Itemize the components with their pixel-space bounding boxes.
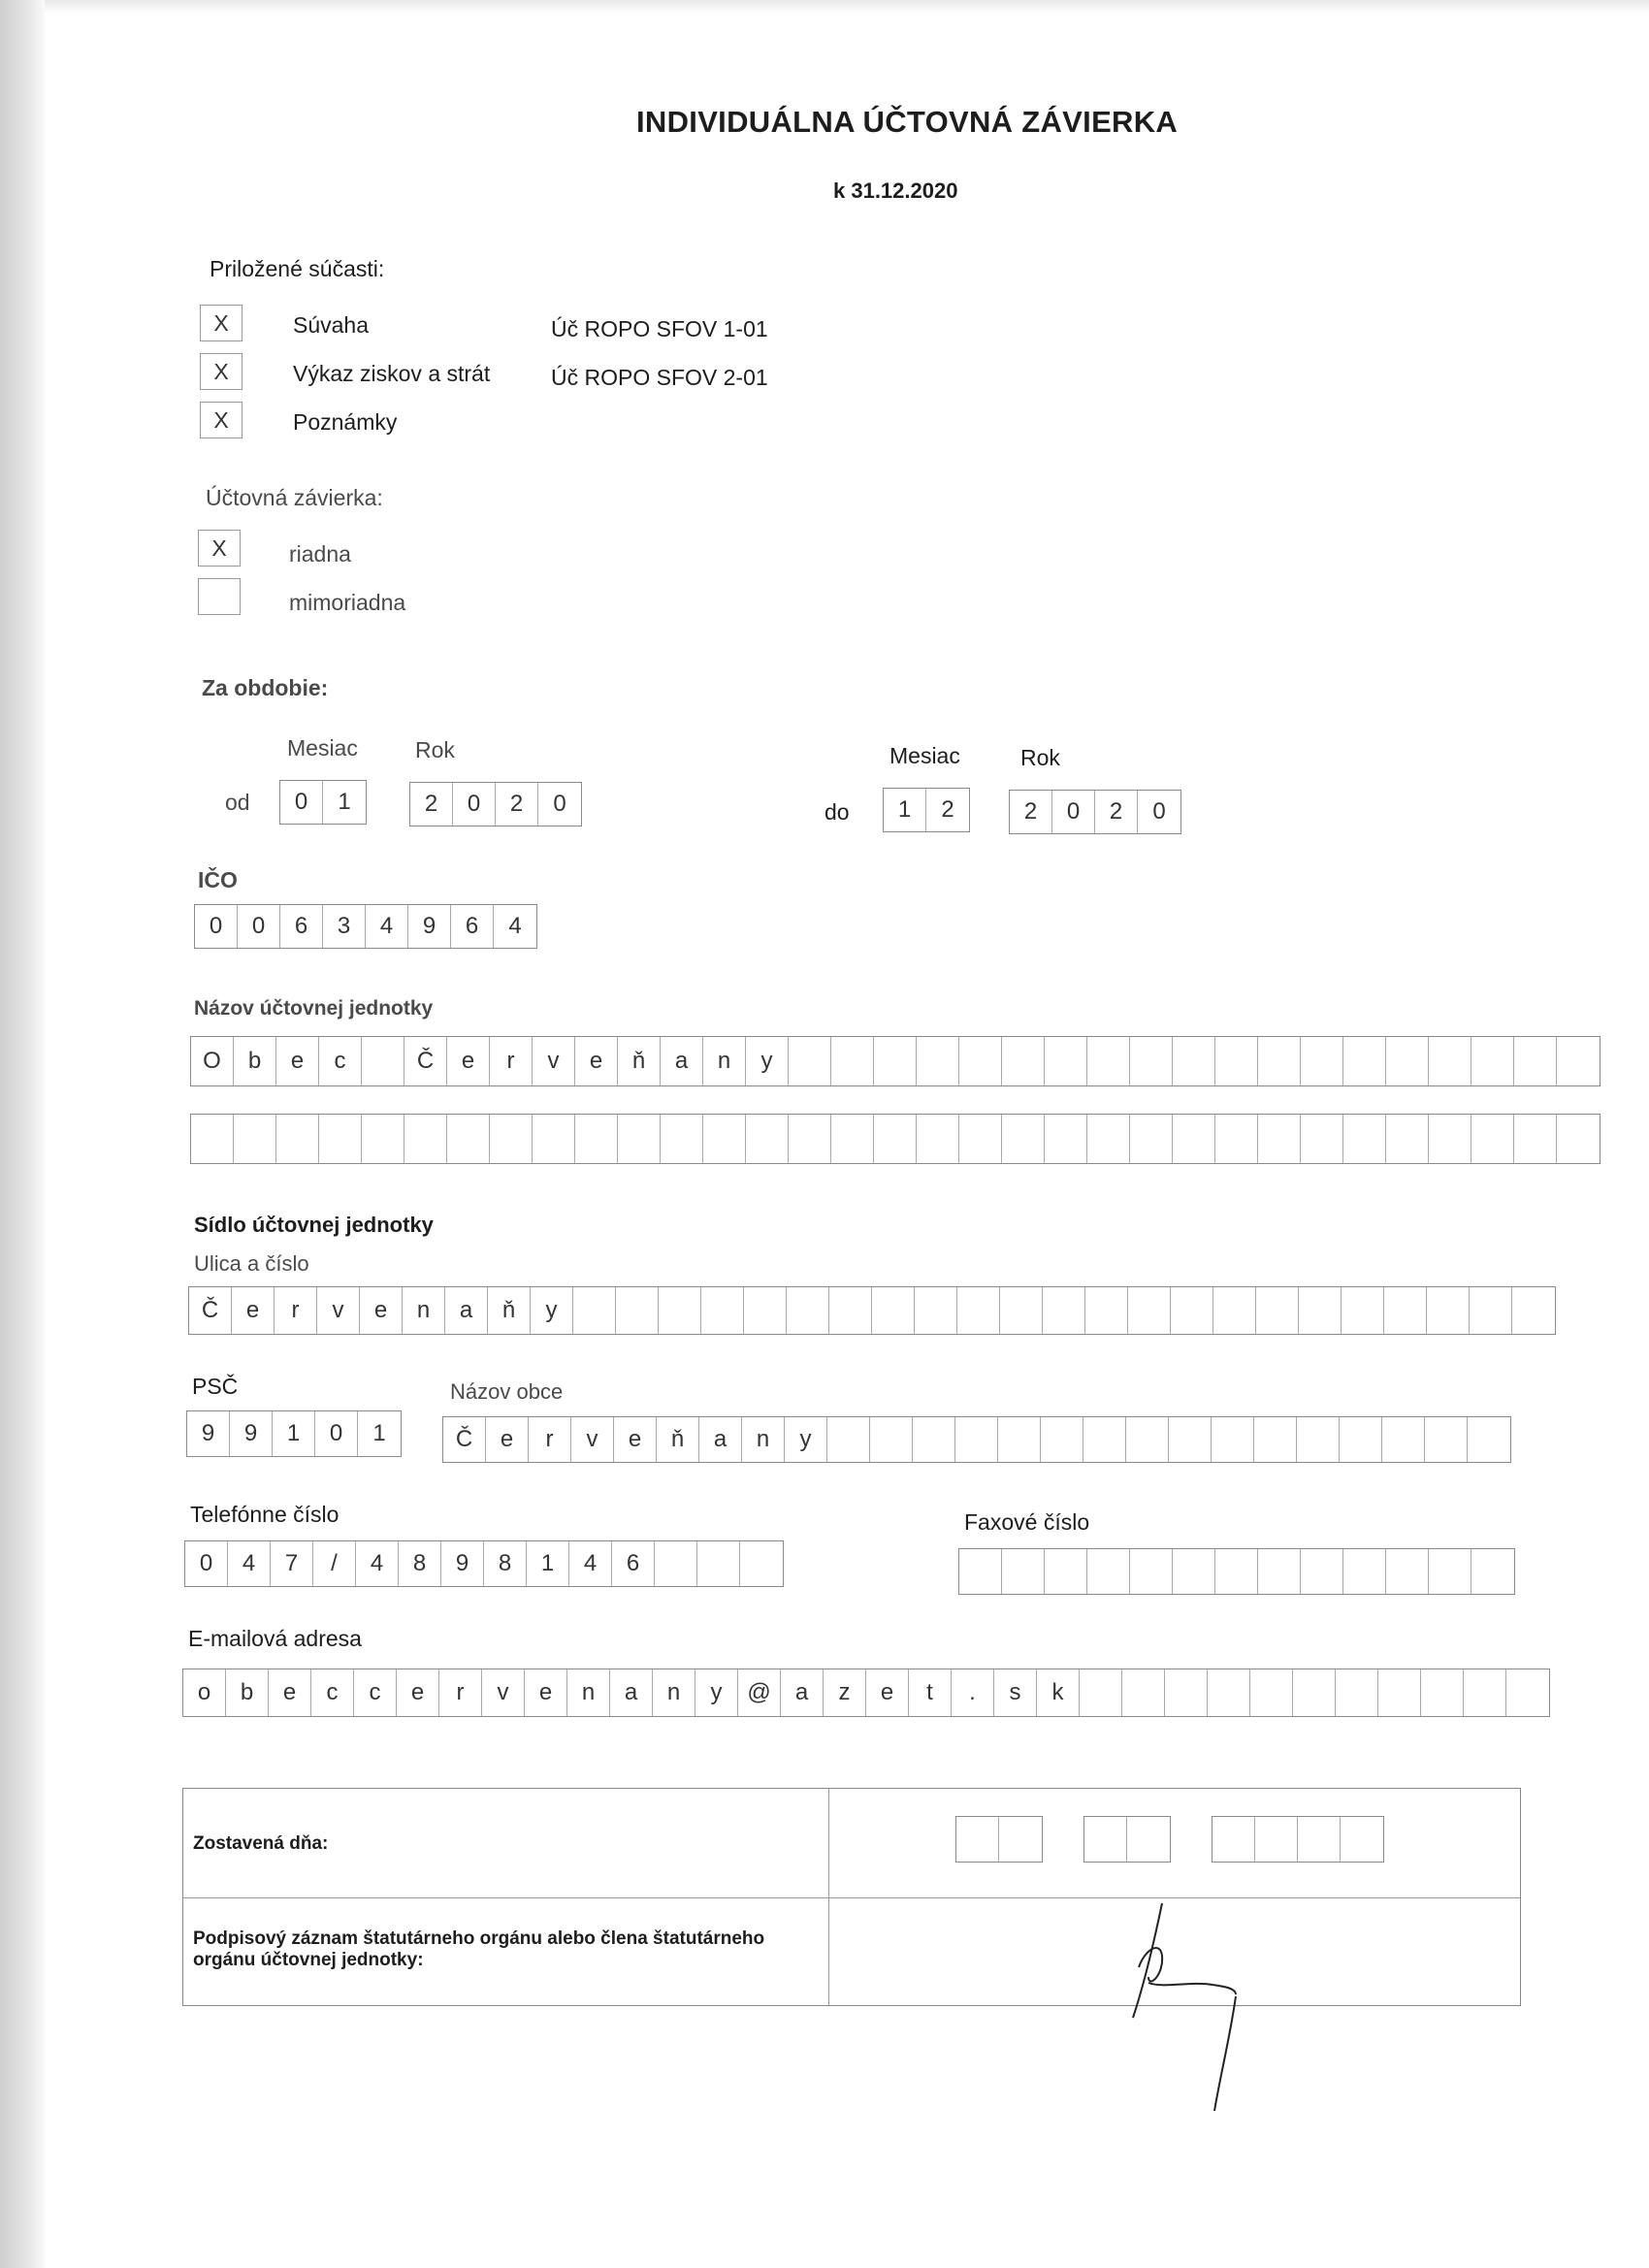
char-cell: e xyxy=(575,1037,618,1085)
phone-label: Telefónne číslo xyxy=(190,1502,340,1527)
from-month-label: Mesiac xyxy=(287,735,358,761)
char-cell: 6 xyxy=(612,1541,655,1586)
to-month-label: Mesiac xyxy=(889,743,960,768)
char-cell xyxy=(1297,1417,1340,1462)
char-cell xyxy=(872,1287,915,1334)
char-cell: n xyxy=(653,1669,695,1716)
char-cell: v xyxy=(317,1287,360,1334)
char-cell: n xyxy=(403,1287,445,1334)
ico-field[interactable] xyxy=(194,904,537,949)
char-cell xyxy=(1122,1669,1165,1716)
char-cell xyxy=(1254,1417,1297,1462)
from-year-field[interactable] xyxy=(409,782,582,826)
fax-label: Faxové číslo xyxy=(964,1509,1090,1535)
char-cell xyxy=(955,1417,998,1462)
char-cell: e xyxy=(269,1669,311,1716)
entity-name-label: Názov účtovnej jednotky xyxy=(194,997,434,1020)
label-vykaz: Výkaz ziskov a strát xyxy=(293,361,491,386)
char-cell xyxy=(789,1037,831,1085)
char-cell xyxy=(1173,1037,1215,1085)
label-poznamky: Poznámky xyxy=(293,409,398,435)
char-cell xyxy=(1169,1417,1212,1462)
char-cell xyxy=(917,1037,959,1085)
compiled-day-field[interactable] xyxy=(955,1816,1043,1863)
char-cell xyxy=(1212,1817,1255,1862)
char-cell xyxy=(827,1417,870,1462)
char-cell xyxy=(874,1115,917,1163)
char-cell xyxy=(1514,1115,1557,1163)
char-cell: z xyxy=(824,1669,866,1716)
char-cell xyxy=(1429,1115,1471,1163)
char-cell: v xyxy=(533,1037,575,1085)
char-cell xyxy=(1514,1037,1557,1085)
char-cell xyxy=(1336,1669,1378,1716)
label-suvaha: Súvaha xyxy=(293,312,370,338)
char-cell xyxy=(1341,1817,1383,1862)
char-cell: 9 xyxy=(441,1541,484,1586)
char-cell xyxy=(831,1037,874,1085)
char-cell xyxy=(1471,1037,1514,1085)
char-cell: 2 xyxy=(1095,791,1138,833)
table-divider xyxy=(828,1789,829,2005)
char-cell xyxy=(1087,1115,1130,1163)
char-cell: / xyxy=(313,1541,356,1586)
char-cell: 0 xyxy=(238,905,280,948)
document-title: INDIVIDUÁLNA ÚČTOVNÁ ZÁVIERKA xyxy=(636,105,1179,139)
char-cell: v xyxy=(482,1669,525,1716)
char-cell xyxy=(1256,1287,1299,1334)
char-cell xyxy=(1208,1669,1250,1716)
char-cell xyxy=(917,1115,959,1163)
char-cell xyxy=(1130,1549,1173,1594)
char-cell: 9 xyxy=(187,1411,230,1456)
char-cell: e xyxy=(614,1417,657,1462)
char-cell xyxy=(655,1541,697,1586)
char-cell: y xyxy=(785,1417,827,1462)
char-cell: a xyxy=(699,1417,742,1462)
char-cell xyxy=(701,1287,744,1334)
char-cell: 0 xyxy=(195,905,238,948)
char-cell: 1 xyxy=(273,1411,315,1456)
char-cell xyxy=(1258,1115,1301,1163)
char-cell: ň xyxy=(488,1287,531,1334)
char-cell: e xyxy=(447,1037,490,1085)
char-cell xyxy=(1557,1115,1600,1163)
street-field[interactable] xyxy=(188,1286,1556,1335)
char-cell xyxy=(1173,1115,1215,1163)
char-cell xyxy=(276,1115,319,1163)
char-cell: a xyxy=(781,1669,824,1716)
code-vykaz: Úč ROPO SFOV 2-01 xyxy=(551,365,768,390)
attached-parts-heading: Priložené súčasti: xyxy=(210,256,385,281)
char-cell: 0 xyxy=(280,781,323,824)
char-cell: n xyxy=(703,1037,746,1085)
period-heading: Za obdobie: xyxy=(202,675,329,700)
char-cell: 3 xyxy=(323,905,366,948)
char-cell xyxy=(319,1115,362,1163)
char-cell: b xyxy=(234,1037,276,1085)
char-cell xyxy=(573,1287,616,1334)
char-cell xyxy=(1127,1817,1170,1862)
char-cell xyxy=(404,1115,447,1163)
char-cell xyxy=(1083,1417,1126,1462)
char-cell: y xyxy=(695,1669,738,1716)
char-cell xyxy=(661,1115,703,1163)
char-cell xyxy=(1429,1549,1471,1594)
char-cell: c xyxy=(319,1037,362,1085)
char-cell: 0 xyxy=(185,1541,228,1586)
char-cell: a xyxy=(610,1669,653,1716)
signature-table xyxy=(182,1788,1521,2006)
checkbox-riadna[interactable]: X xyxy=(198,530,241,567)
char-cell: 0 xyxy=(315,1411,358,1456)
phone-field[interactable] xyxy=(184,1540,784,1587)
char-cell xyxy=(1130,1037,1173,1085)
char-cell xyxy=(1340,1417,1382,1462)
char-cell xyxy=(1045,1037,1087,1085)
char-cell xyxy=(697,1541,740,1586)
compiled-year-field[interactable] xyxy=(1212,1816,1384,1863)
from-month-field[interactable] xyxy=(279,780,367,825)
psc-label: PSČ xyxy=(192,1374,239,1399)
checkbox-vykaz[interactable]: X xyxy=(200,353,242,390)
char-cell xyxy=(1250,1669,1293,1716)
char-cell xyxy=(959,1115,1002,1163)
char-cell xyxy=(1255,1817,1298,1862)
char-cell xyxy=(1041,1417,1083,1462)
char-cell xyxy=(1429,1037,1471,1085)
char-cell: @ xyxy=(738,1669,781,1716)
char-cell xyxy=(1342,1287,1384,1334)
char-cell: e xyxy=(276,1037,319,1085)
char-cell: 7 xyxy=(271,1541,313,1586)
city-field[interactable] xyxy=(442,1416,1511,1463)
char-cell: 0 xyxy=(453,783,496,826)
char-cell xyxy=(1000,1287,1043,1334)
char-cell: 6 xyxy=(280,905,323,948)
label-riadna: riadna xyxy=(289,541,351,567)
char-cell: 2 xyxy=(410,783,453,826)
char-cell: 0 xyxy=(1152,798,1166,825)
char-cell xyxy=(1212,1417,1254,1462)
char-cell xyxy=(1084,1817,1127,1862)
char-cell xyxy=(874,1037,917,1085)
char-cell xyxy=(1045,1549,1087,1594)
char-cell xyxy=(1382,1417,1425,1462)
char-cell xyxy=(829,1287,872,1334)
entity-name-field-row1[interactable] xyxy=(190,1036,1600,1086)
char-cell xyxy=(915,1287,957,1334)
char-cell: e xyxy=(486,1417,529,1462)
label-mimoriadna: mimoriadna xyxy=(289,590,406,615)
char-cell: y xyxy=(531,1287,573,1334)
char-cell: a xyxy=(661,1037,703,1085)
char-cell: Č xyxy=(443,1417,486,1462)
char-cell xyxy=(913,1417,955,1462)
char-cell: 2 xyxy=(496,783,538,826)
char-cell: O xyxy=(191,1037,234,1085)
char-cell xyxy=(1471,1549,1514,1594)
char-cell xyxy=(1298,1817,1341,1862)
char-cell: s xyxy=(994,1669,1037,1716)
char-cell xyxy=(870,1417,913,1462)
char-cell xyxy=(1470,1287,1512,1334)
as-of-date: k 31.12.2020 xyxy=(833,178,958,203)
seat-heading: Sídlo účtovnej jednotky xyxy=(194,1213,434,1237)
to-year-label: Rok xyxy=(1020,745,1060,770)
char-cell xyxy=(362,1115,404,1163)
char-cell xyxy=(1043,1287,1085,1334)
checkbox-poznamky[interactable]: X xyxy=(200,402,242,438)
char-cell xyxy=(1301,1037,1343,1085)
char-cell xyxy=(1386,1115,1429,1163)
char-cell xyxy=(618,1115,661,1163)
table-divider xyxy=(183,1897,1520,1898)
char-cell xyxy=(789,1115,831,1163)
char-cell xyxy=(1464,1669,1506,1716)
char-cell xyxy=(1301,1115,1343,1163)
char-cell xyxy=(1087,1037,1130,1085)
char-cell: 8 xyxy=(484,1541,527,1586)
street-label: Ulica a číslo xyxy=(194,1251,309,1276)
signature-label: Podpisový záznam štatutárneho orgánu alebo člena štatutárneho orgánu účtovnej jednotky: xyxy=(193,1928,765,1970)
char-cell xyxy=(1468,1417,1510,1462)
char-cell: r xyxy=(439,1669,482,1716)
char-cell: y xyxy=(746,1037,789,1085)
char-cell xyxy=(1126,1417,1169,1462)
char-cell: Č xyxy=(189,1287,232,1334)
psc-field[interactable] xyxy=(186,1410,402,1457)
char-cell xyxy=(1002,1115,1045,1163)
char-cell xyxy=(1087,1549,1130,1594)
char-cell xyxy=(575,1115,618,1163)
char-cell xyxy=(1130,1115,1173,1163)
char-cell xyxy=(1215,1115,1258,1163)
char-cell xyxy=(1512,1287,1555,1334)
char-cell xyxy=(1506,1669,1549,1716)
to-month-field[interactable] xyxy=(883,788,970,832)
char-cell: e xyxy=(397,1669,439,1716)
char-cell xyxy=(1085,1287,1128,1334)
char-cell xyxy=(1421,1669,1464,1716)
char-cell xyxy=(998,1417,1041,1462)
char-cell: 2 xyxy=(1010,791,1052,833)
compiled-month-field[interactable] xyxy=(1083,1816,1171,1863)
char-cell: e xyxy=(232,1287,275,1334)
to-year-field[interactable] xyxy=(1009,790,1181,834)
char-cell xyxy=(1002,1549,1045,1594)
char-cell xyxy=(1215,1037,1258,1085)
char-cell xyxy=(1425,1417,1468,1462)
email-field[interactable] xyxy=(182,1669,1550,1717)
checkbox-mimoriadna[interactable] xyxy=(198,578,241,615)
compiled-date-label: Zostavená dňa: xyxy=(193,1833,329,1854)
scan-top-shadow xyxy=(45,0,1649,14)
char-cell: 0 xyxy=(553,791,566,817)
char-cell xyxy=(533,1115,575,1163)
char-cell xyxy=(740,1541,783,1586)
char-cell: o xyxy=(183,1669,226,1716)
char-cell xyxy=(1293,1669,1336,1716)
char-cell xyxy=(1080,1669,1122,1716)
char-cell: e xyxy=(525,1669,567,1716)
char-cell xyxy=(1427,1287,1470,1334)
char-cell xyxy=(831,1115,874,1163)
char-cell: r xyxy=(275,1287,317,1334)
char-cell: 0 xyxy=(1052,791,1095,833)
from-label: od xyxy=(225,790,250,815)
char-cell: 4 xyxy=(228,1541,271,1586)
char-cell xyxy=(1343,1115,1386,1163)
char-cell: 9 xyxy=(408,905,451,948)
char-cell xyxy=(1128,1287,1171,1334)
char-cell: 6 xyxy=(451,905,494,948)
char-cell xyxy=(1343,1549,1386,1594)
char-cell: a xyxy=(445,1287,488,1334)
char-cell xyxy=(703,1115,746,1163)
char-cell: n xyxy=(742,1417,785,1462)
char-cell: c xyxy=(354,1669,397,1716)
char-cell: e xyxy=(866,1669,909,1716)
char-cell: 1 xyxy=(884,789,926,831)
char-cell xyxy=(1173,1549,1215,1594)
char-cell xyxy=(659,1287,701,1334)
email-label: E-mailová adresa xyxy=(188,1626,362,1651)
char-cell xyxy=(959,1549,1002,1594)
ico-label: IČO xyxy=(198,867,238,892)
char-cell xyxy=(490,1115,533,1163)
city-label: Názov obce xyxy=(450,1379,564,1404)
code-suvaha: Úč ROPO SFOV 1-01 xyxy=(551,316,768,341)
char-cell: ň xyxy=(657,1417,699,1462)
char-cell xyxy=(1045,1115,1087,1163)
char-cell xyxy=(1258,1549,1301,1594)
char-cell xyxy=(1471,1115,1514,1163)
char-cell: 4 xyxy=(508,913,522,939)
char-cell xyxy=(234,1115,276,1163)
char-cell: 1 xyxy=(338,789,351,815)
char-cell xyxy=(1378,1669,1421,1716)
char-cell xyxy=(1299,1287,1342,1334)
char-cell xyxy=(956,1817,999,1862)
char-cell xyxy=(1343,1037,1386,1085)
char-cell xyxy=(1386,1549,1429,1594)
char-cell xyxy=(362,1037,404,1085)
char-cell xyxy=(1384,1287,1427,1334)
char-cell xyxy=(1215,1549,1258,1594)
from-year-label: Rok xyxy=(415,737,455,762)
char-cell: c xyxy=(311,1669,354,1716)
char-cell xyxy=(1165,1669,1208,1716)
checkbox-suvaha[interactable]: X xyxy=(200,305,242,341)
char-cell xyxy=(744,1287,787,1334)
char-cell xyxy=(1258,1037,1301,1085)
char-cell xyxy=(191,1115,234,1163)
char-cell: n xyxy=(567,1669,610,1716)
char-cell: t xyxy=(909,1669,952,1716)
char-cell: ň xyxy=(618,1037,661,1085)
char-cell: 1 xyxy=(372,1420,386,1446)
handwritten-signature xyxy=(1116,1882,1271,2115)
char-cell xyxy=(787,1287,829,1334)
char-cell: Č xyxy=(404,1037,447,1085)
char-cell: . xyxy=(952,1669,994,1716)
char-cell xyxy=(1171,1287,1213,1334)
to-label: do xyxy=(824,799,850,825)
char-cell xyxy=(957,1287,1000,1334)
char-cell xyxy=(1386,1037,1429,1085)
char-cell xyxy=(616,1287,659,1334)
char-cell xyxy=(959,1037,1002,1085)
char-cell xyxy=(1002,1037,1045,1085)
char-cell: k xyxy=(1037,1669,1080,1716)
char-cell xyxy=(1213,1287,1256,1334)
char-cell xyxy=(447,1115,490,1163)
char-cell: r xyxy=(490,1037,533,1085)
closing-type-heading: Účtovná závierka: xyxy=(206,485,383,510)
char-cell xyxy=(1557,1037,1600,1085)
scan-shadow xyxy=(0,0,45,2268)
char-cell: 4 xyxy=(569,1541,612,1586)
fax-field[interactable] xyxy=(958,1548,1515,1595)
char-cell: 2 xyxy=(941,796,954,823)
char-cell: r xyxy=(529,1417,571,1462)
char-cell: b xyxy=(226,1669,269,1716)
char-cell: 1 xyxy=(527,1541,569,1586)
char-cell: 8 xyxy=(399,1541,441,1586)
char-cell: 4 xyxy=(356,1541,399,1586)
entity-name-field-row2[interactable] xyxy=(190,1114,1600,1164)
char-cell xyxy=(1301,1549,1343,1594)
char-cell xyxy=(999,1817,1042,1862)
char-cell: 9 xyxy=(230,1411,273,1456)
char-cell: v xyxy=(571,1417,614,1462)
char-cell: e xyxy=(360,1287,403,1334)
char-cell xyxy=(746,1115,789,1163)
char-cell: 4 xyxy=(366,905,408,948)
